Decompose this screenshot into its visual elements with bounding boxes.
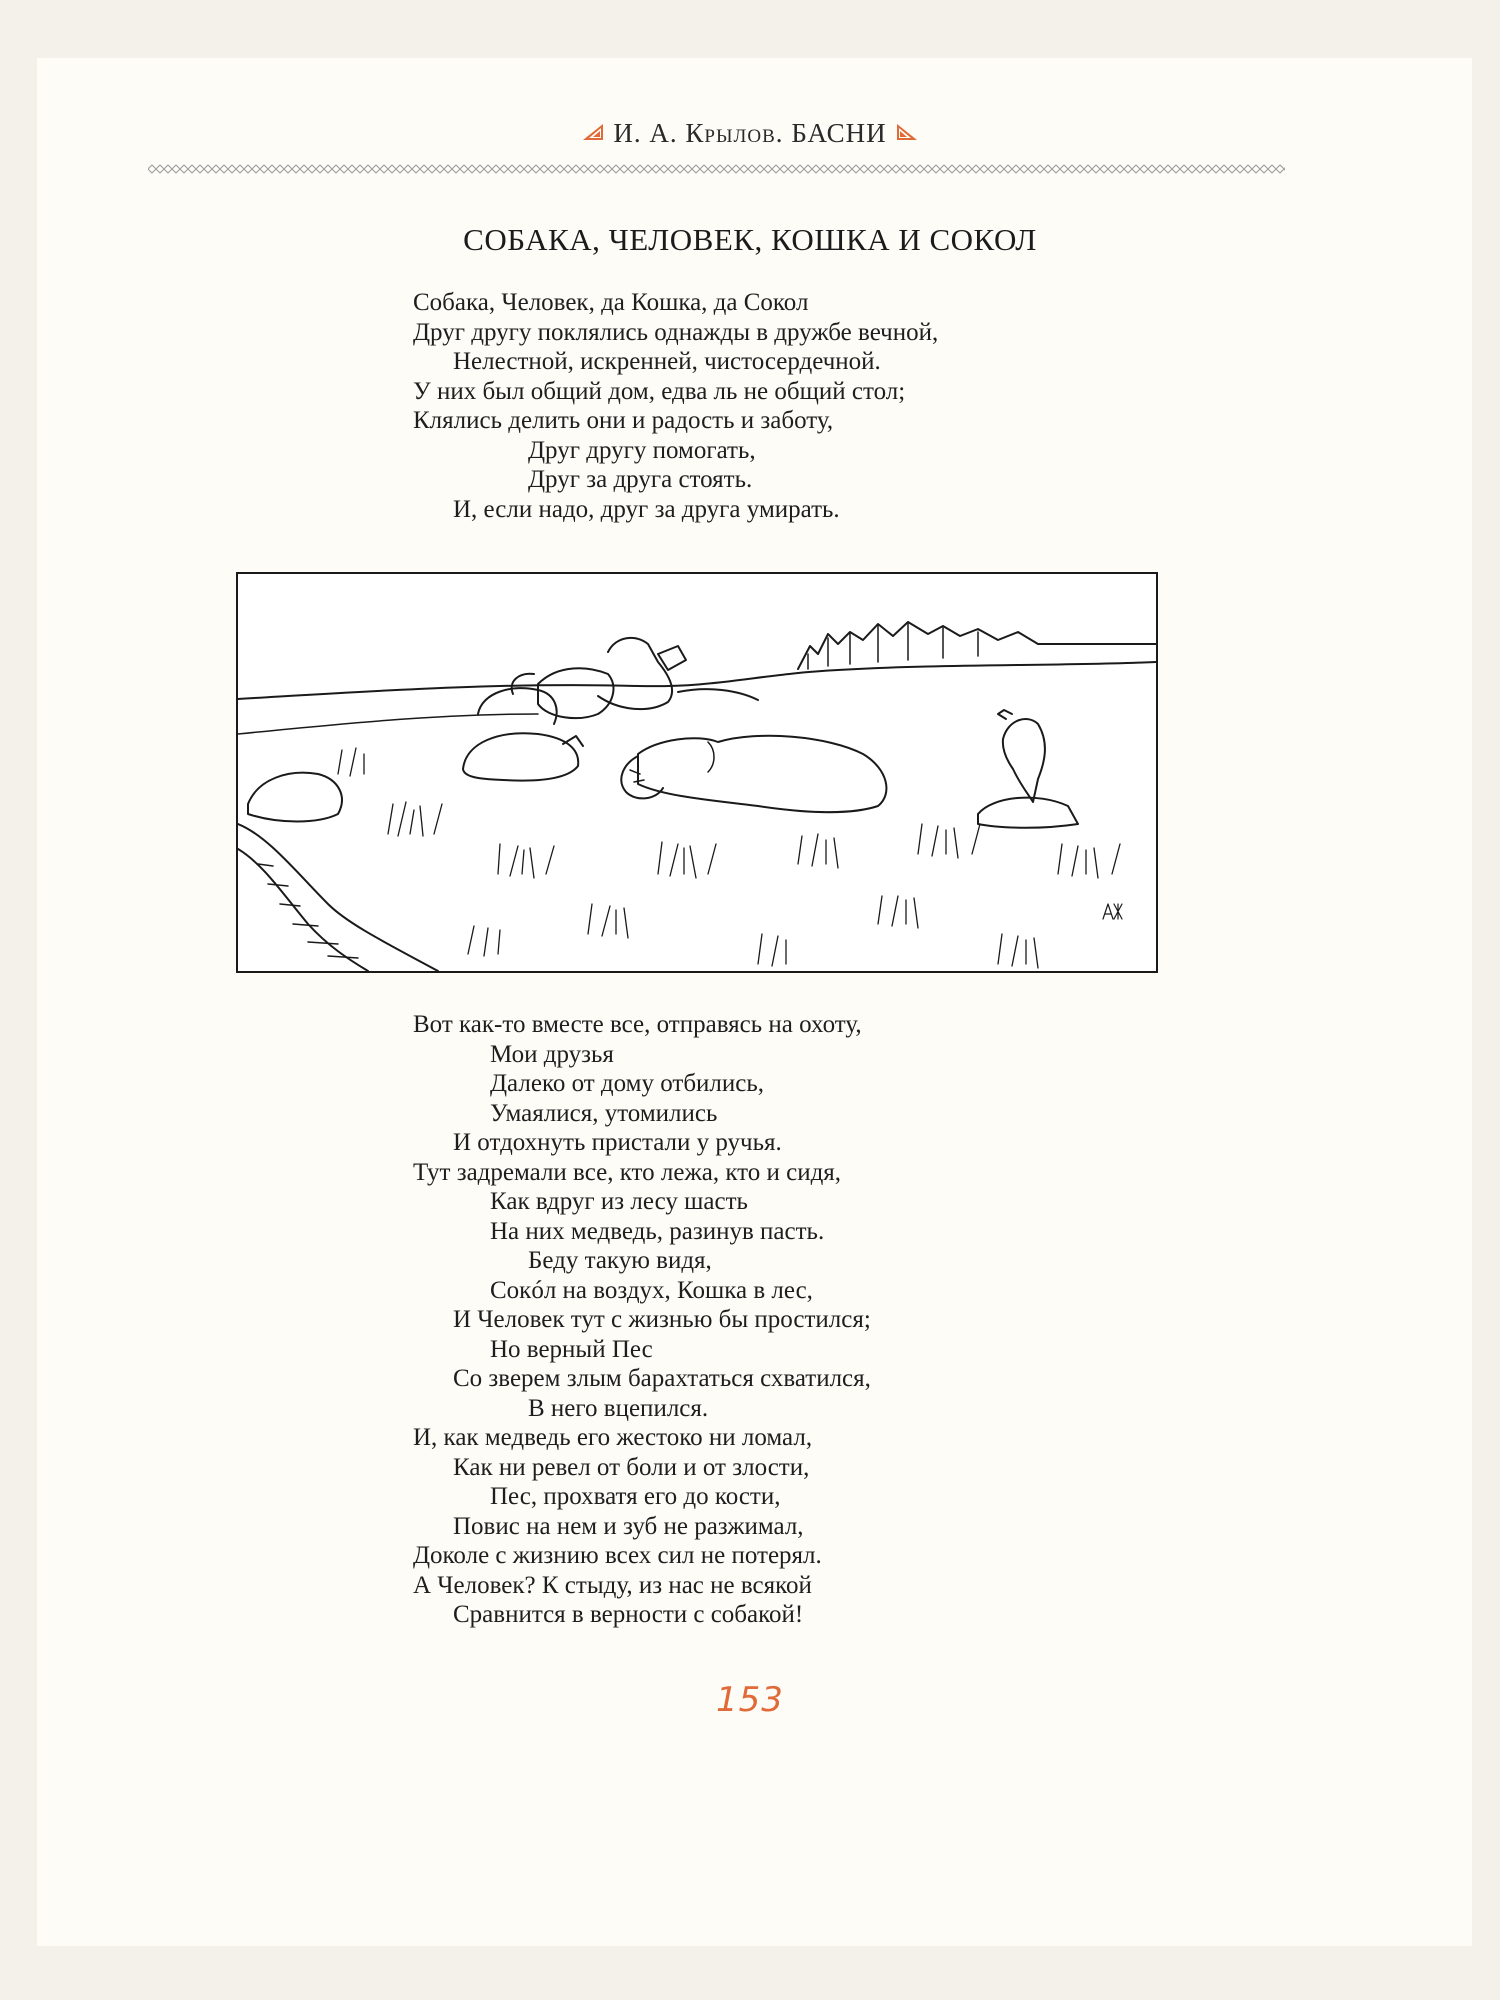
verse-line: Как ни ревел от боли и от злости,: [453, 1453, 810, 1481]
verse-line: Повис на нем и зуб не разжимал,: [453, 1512, 804, 1540]
verse-line: И, если надо, друг за друга умирать.: [453, 495, 840, 523]
verse-line: Беду такую видя,: [528, 1247, 712, 1274]
verse-line: И отдохнуть пристали у ручья.: [453, 1129, 782, 1156]
running-head: [0, 118, 1500, 151]
stanza-2: [413, 1010, 871, 1630]
stanza-1: [413, 288, 938, 524]
verse-line: Тут задремали все, кто лежа, кто и сидя,: [413, 1158, 842, 1186]
verse-line: Друг другу поклялись однажды в дружбе вечной,: [413, 318, 939, 346]
verse-line: Собака, Человек, да Кошка, да Сокол: [413, 289, 809, 316]
decorative-rule: [148, 164, 1285, 174]
running-head-author: И. А. Крылов.: [613, 118, 784, 148]
verse-line: Сокóл на воздух, Кошка в лес,: [490, 1276, 813, 1304]
verse-line: Но верный Пес: [490, 1335, 653, 1363]
verse-line: Друг за друга стоять.: [528, 466, 753, 493]
running-head-book: БАСНИ: [791, 118, 887, 148]
artist-signature: [1103, 904, 1122, 919]
page-number: 153: [716, 1680, 784, 1720]
fable-title: СОБАКА, ЧЕЛОВЕК, КОШКА И СОКОЛ: [463, 222, 1037, 257]
verse-line: И Человек тут с жизнью бы простился;: [453, 1306, 871, 1333]
verse-line: И, как медведь его жестоко ни ломал,: [413, 1424, 813, 1451]
illustration-resting-hunters: [236, 572, 1158, 973]
verse-line: Сравнится в верности с собакой!: [453, 1601, 804, 1628]
verse-line: Мои друзья: [490, 1040, 614, 1068]
verse-line: Как вдруг из лесу шасть: [490, 1188, 748, 1215]
verse-line: Со зверем злым барахтаться схватился,: [453, 1365, 871, 1392]
verse-line: У них был общий дом, едва ль не общий стол;: [413, 377, 906, 405]
verse-line: В него вцепился.: [528, 1394, 709, 1422]
verse-line: Далеко от дому отбились,: [490, 1070, 765, 1097]
verse-line: Нелестной, искренней, чистосердечной.: [453, 348, 881, 375]
verse-line: На них медведь, разинув пасть.: [490, 1217, 825, 1245]
verse-line: Клялись делить они и радость и заботу,: [413, 407, 834, 434]
verse-line: Друг другу помогать,: [528, 436, 756, 464]
ornament-right-icon: [895, 118, 919, 149]
ornament-left-icon: [581, 118, 605, 149]
verse-line: Доколе с жизнию всех сил не потерял.: [413, 1542, 822, 1569]
verse-line: Вот как-то вместе все, отправясь на охоту,: [413, 1011, 862, 1038]
verse-line: Умаялися, утомились: [490, 1099, 718, 1127]
verse-line: А Человек? К стыду, из нас не всякой: [413, 1571, 812, 1599]
verse-line: Пес, прохватя его до кости,: [490, 1483, 781, 1510]
